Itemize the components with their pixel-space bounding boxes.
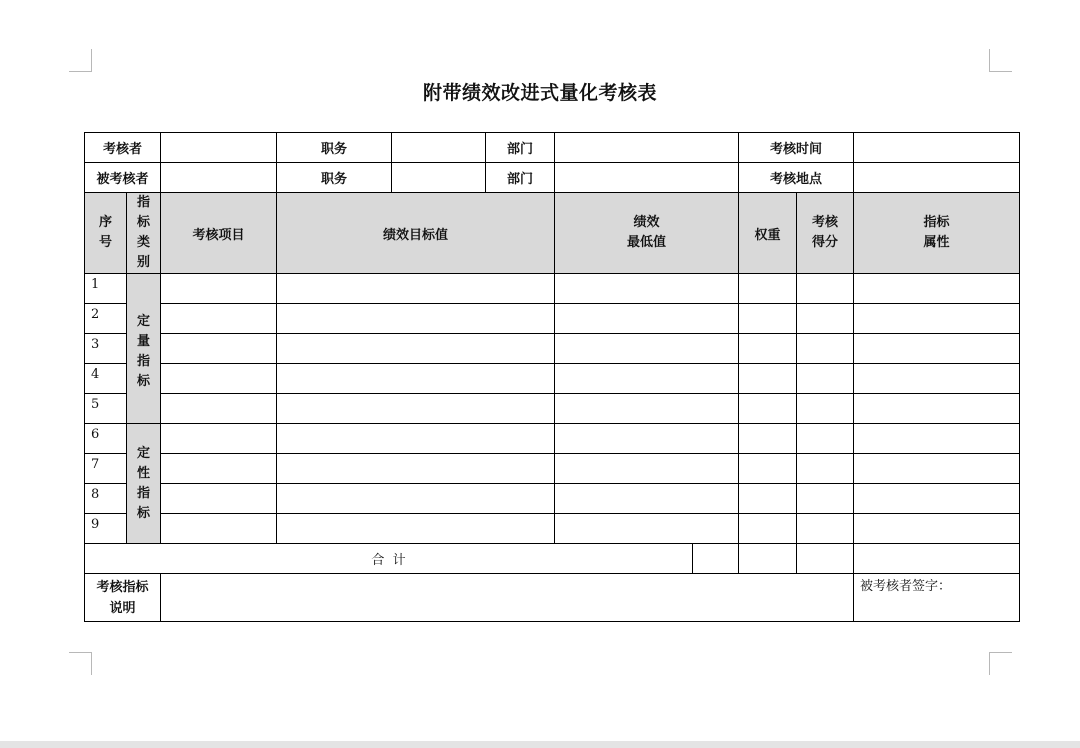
crop-mark-bottom-right [989, 652, 1012, 675]
table-row [85, 484, 1020, 514]
total-score-cell[interactable] [739, 544, 797, 574]
weight-cell[interactable] [739, 394, 797, 424]
assessment-location-value[interactable] [854, 163, 1020, 193]
min-value-cell[interactable] [555, 514, 739, 544]
bottom-scroll-edge [0, 741, 1080, 748]
target-cell[interactable] [277, 484, 555, 514]
crop-mark-top-left [69, 49, 92, 72]
assessor-position-value[interactable] [392, 133, 486, 163]
assessee-department-value[interactable] [555, 163, 739, 193]
row-number: 3 [85, 334, 127, 364]
weight-cell[interactable] [739, 454, 797, 484]
target-cell[interactable] [277, 514, 555, 544]
min-value-cell[interactable] [555, 334, 739, 364]
score-cell[interactable] [797, 364, 854, 394]
assessee-label: 被考核者 [85, 163, 161, 193]
column-header-row [85, 193, 1020, 274]
weight-cell[interactable] [739, 514, 797, 544]
document-title: 附带绩效改进式量化考核表 [422, 82, 657, 104]
score-cell[interactable] [797, 334, 854, 364]
assessor-label: 考核者 [85, 133, 161, 163]
table-row [85, 514, 1020, 544]
attribute-cell[interactable] [854, 394, 1020, 424]
score-cell[interactable] [797, 424, 854, 454]
weight-cell[interactable] [739, 484, 797, 514]
min-value-cell[interactable] [555, 424, 739, 454]
row-number: 4 [85, 364, 127, 394]
indicator-note-value[interactable] [161, 574, 854, 622]
attribute-cell[interactable] [854, 274, 1020, 304]
target-cell[interactable] [277, 454, 555, 484]
weight-header: 权重 [739, 193, 797, 274]
quantitative-category: 定 量 指 标 [127, 274, 161, 424]
min-value-cell[interactable] [555, 304, 739, 334]
header-row-assessor [85, 133, 1020, 163]
assessment-table [84, 132, 1020, 622]
min-value-cell[interactable] [555, 274, 739, 304]
score-cell[interactable] [797, 304, 854, 334]
weight-cell[interactable] [739, 334, 797, 364]
item-cell[interactable] [161, 304, 277, 334]
assessment-location-label: 考核地点 [739, 163, 854, 193]
row-number: 1 [85, 274, 127, 304]
attribute-cell[interactable] [854, 364, 1020, 394]
qualitative-category: 定 性 指 标 [127, 424, 161, 544]
assessee-department-label: 部门 [486, 163, 555, 193]
attribute-cell[interactable] [854, 514, 1020, 544]
assessment-time-label: 考核时间 [739, 133, 854, 163]
score-cell[interactable] [797, 274, 854, 304]
table-row [85, 274, 1020, 304]
seq-header: 序 号 [85, 193, 127, 274]
item-cell[interactable] [161, 274, 277, 304]
crop-mark-top-right [989, 49, 1012, 72]
table-row [85, 334, 1020, 364]
weight-cell[interactable] [739, 274, 797, 304]
row-number: 8 [85, 484, 127, 514]
assessee-value[interactable] [161, 163, 277, 193]
signature-cell[interactable]: 被考核者签字： [854, 574, 1020, 622]
target-cell[interactable] [277, 274, 555, 304]
attribute-cell[interactable] [854, 484, 1020, 514]
item-header: 考核项目 [161, 193, 277, 274]
indicator-category-header: 指 标 类 别 [127, 193, 161, 274]
score-cell[interactable] [797, 394, 854, 424]
score-cell[interactable] [797, 454, 854, 484]
table-row [85, 424, 1020, 454]
target-cell[interactable] [277, 424, 555, 454]
assessor-department-label: 部门 [486, 133, 555, 163]
assessor-position-label: 职务 [277, 133, 392, 163]
weight-cell[interactable] [739, 304, 797, 334]
min-value-cell[interactable] [555, 364, 739, 394]
item-cell[interactable] [161, 454, 277, 484]
total-label: 合 计 [85, 544, 693, 574]
attribute-cell[interactable] [854, 334, 1020, 364]
header-row-assessee [85, 163, 1020, 193]
table-row [85, 304, 1020, 334]
table-row [85, 364, 1020, 394]
row-number: 9 [85, 514, 127, 544]
table-row [85, 394, 1020, 424]
min-value-header: 绩效 最低值 [555, 193, 739, 274]
target-cell[interactable] [277, 334, 555, 364]
item-cell[interactable] [161, 334, 277, 364]
item-cell[interactable] [161, 394, 277, 424]
item-cell[interactable] [161, 484, 277, 514]
target-cell[interactable] [277, 394, 555, 424]
min-value-cell[interactable] [555, 484, 739, 514]
assessment-time-value[interactable] [854, 133, 1020, 163]
total-row [85, 544, 1020, 574]
row-number: 2 [85, 304, 127, 334]
item-cell[interactable] [161, 424, 277, 454]
attribute-cell[interactable] [854, 454, 1020, 484]
row-number: 7 [85, 454, 127, 484]
attribute-header: 指标 属性 [854, 193, 1020, 274]
score-header: 考核 得分 [797, 193, 854, 274]
score-cell[interactable] [797, 484, 854, 514]
assessor-value[interactable] [161, 133, 277, 163]
indicator-note-label: 考核指标 说明 [85, 574, 161, 622]
target-header: 绩效目标值 [277, 193, 555, 274]
crop-mark-bottom-left [69, 652, 92, 675]
min-value-cell[interactable] [555, 394, 739, 424]
table-row [85, 454, 1020, 484]
row-number: 5 [85, 394, 127, 424]
weight-cell[interactable] [739, 424, 797, 454]
target-cell[interactable] [277, 304, 555, 334]
assessor-department-value[interactable] [555, 133, 739, 163]
weight-cell[interactable] [739, 364, 797, 394]
row-number: 6 [85, 424, 127, 454]
item-cell[interactable] [161, 364, 277, 394]
note-row [85, 574, 1020, 622]
min-value-cell[interactable] [555, 454, 739, 484]
item-cell[interactable] [161, 514, 277, 544]
target-cell[interactable] [277, 364, 555, 394]
attribute-cell[interactable] [854, 424, 1020, 454]
assessee-position-value[interactable] [392, 163, 486, 193]
total-weight-cell[interactable] [693, 544, 739, 574]
total-attribute-cell[interactable] [797, 544, 854, 574]
assessee-position-label: 职务 [277, 163, 392, 193]
attribute-cell[interactable] [854, 304, 1020, 334]
score-cell[interactable] [797, 514, 854, 544]
